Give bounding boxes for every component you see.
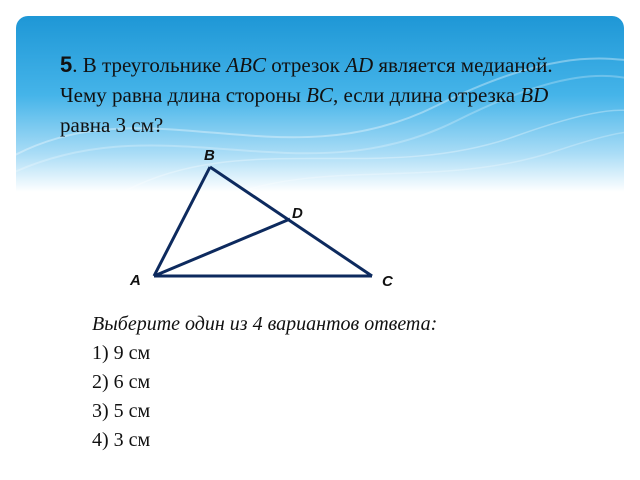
answer-option-2[interactable]: 2) 6 см [92, 371, 151, 393]
question-part: . В треугольнике [72, 53, 227, 77]
question-part: отрезок [266, 53, 346, 77]
point-label-a: A [130, 272, 141, 289]
question-part: равна 3 см? [60, 113, 164, 137]
question-part: является медианой. Чему равна длина стороны [60, 53, 553, 107]
answer-option-1[interactable]: 1) 9 см [92, 342, 151, 364]
point-label-c: C [382, 273, 393, 290]
side-ab [154, 167, 210, 276]
question-part: BD [520, 83, 549, 107]
question-text [60, 50, 580, 140]
question-part: BC [306, 83, 333, 107]
median-ad [154, 219, 290, 276]
side-bc [210, 167, 372, 276]
answer-block [92, 310, 437, 455]
point-label-b: B [204, 147, 215, 164]
question-part: AD [345, 53, 374, 77]
answer-prompt: Выберите один из 4 вариантов ответа: [92, 313, 438, 335]
answer-option-4[interactable]: 4) 3 см [92, 429, 151, 451]
question-part: ABC [226, 53, 267, 77]
question-part: , если длина отрезка [332, 83, 521, 107]
question-number: 5 [60, 52, 73, 77]
triangle-figure [120, 140, 420, 300]
answer-option-3[interactable]: 3) 5 см [92, 400, 151, 422]
point-label-d: D [292, 205, 303, 222]
